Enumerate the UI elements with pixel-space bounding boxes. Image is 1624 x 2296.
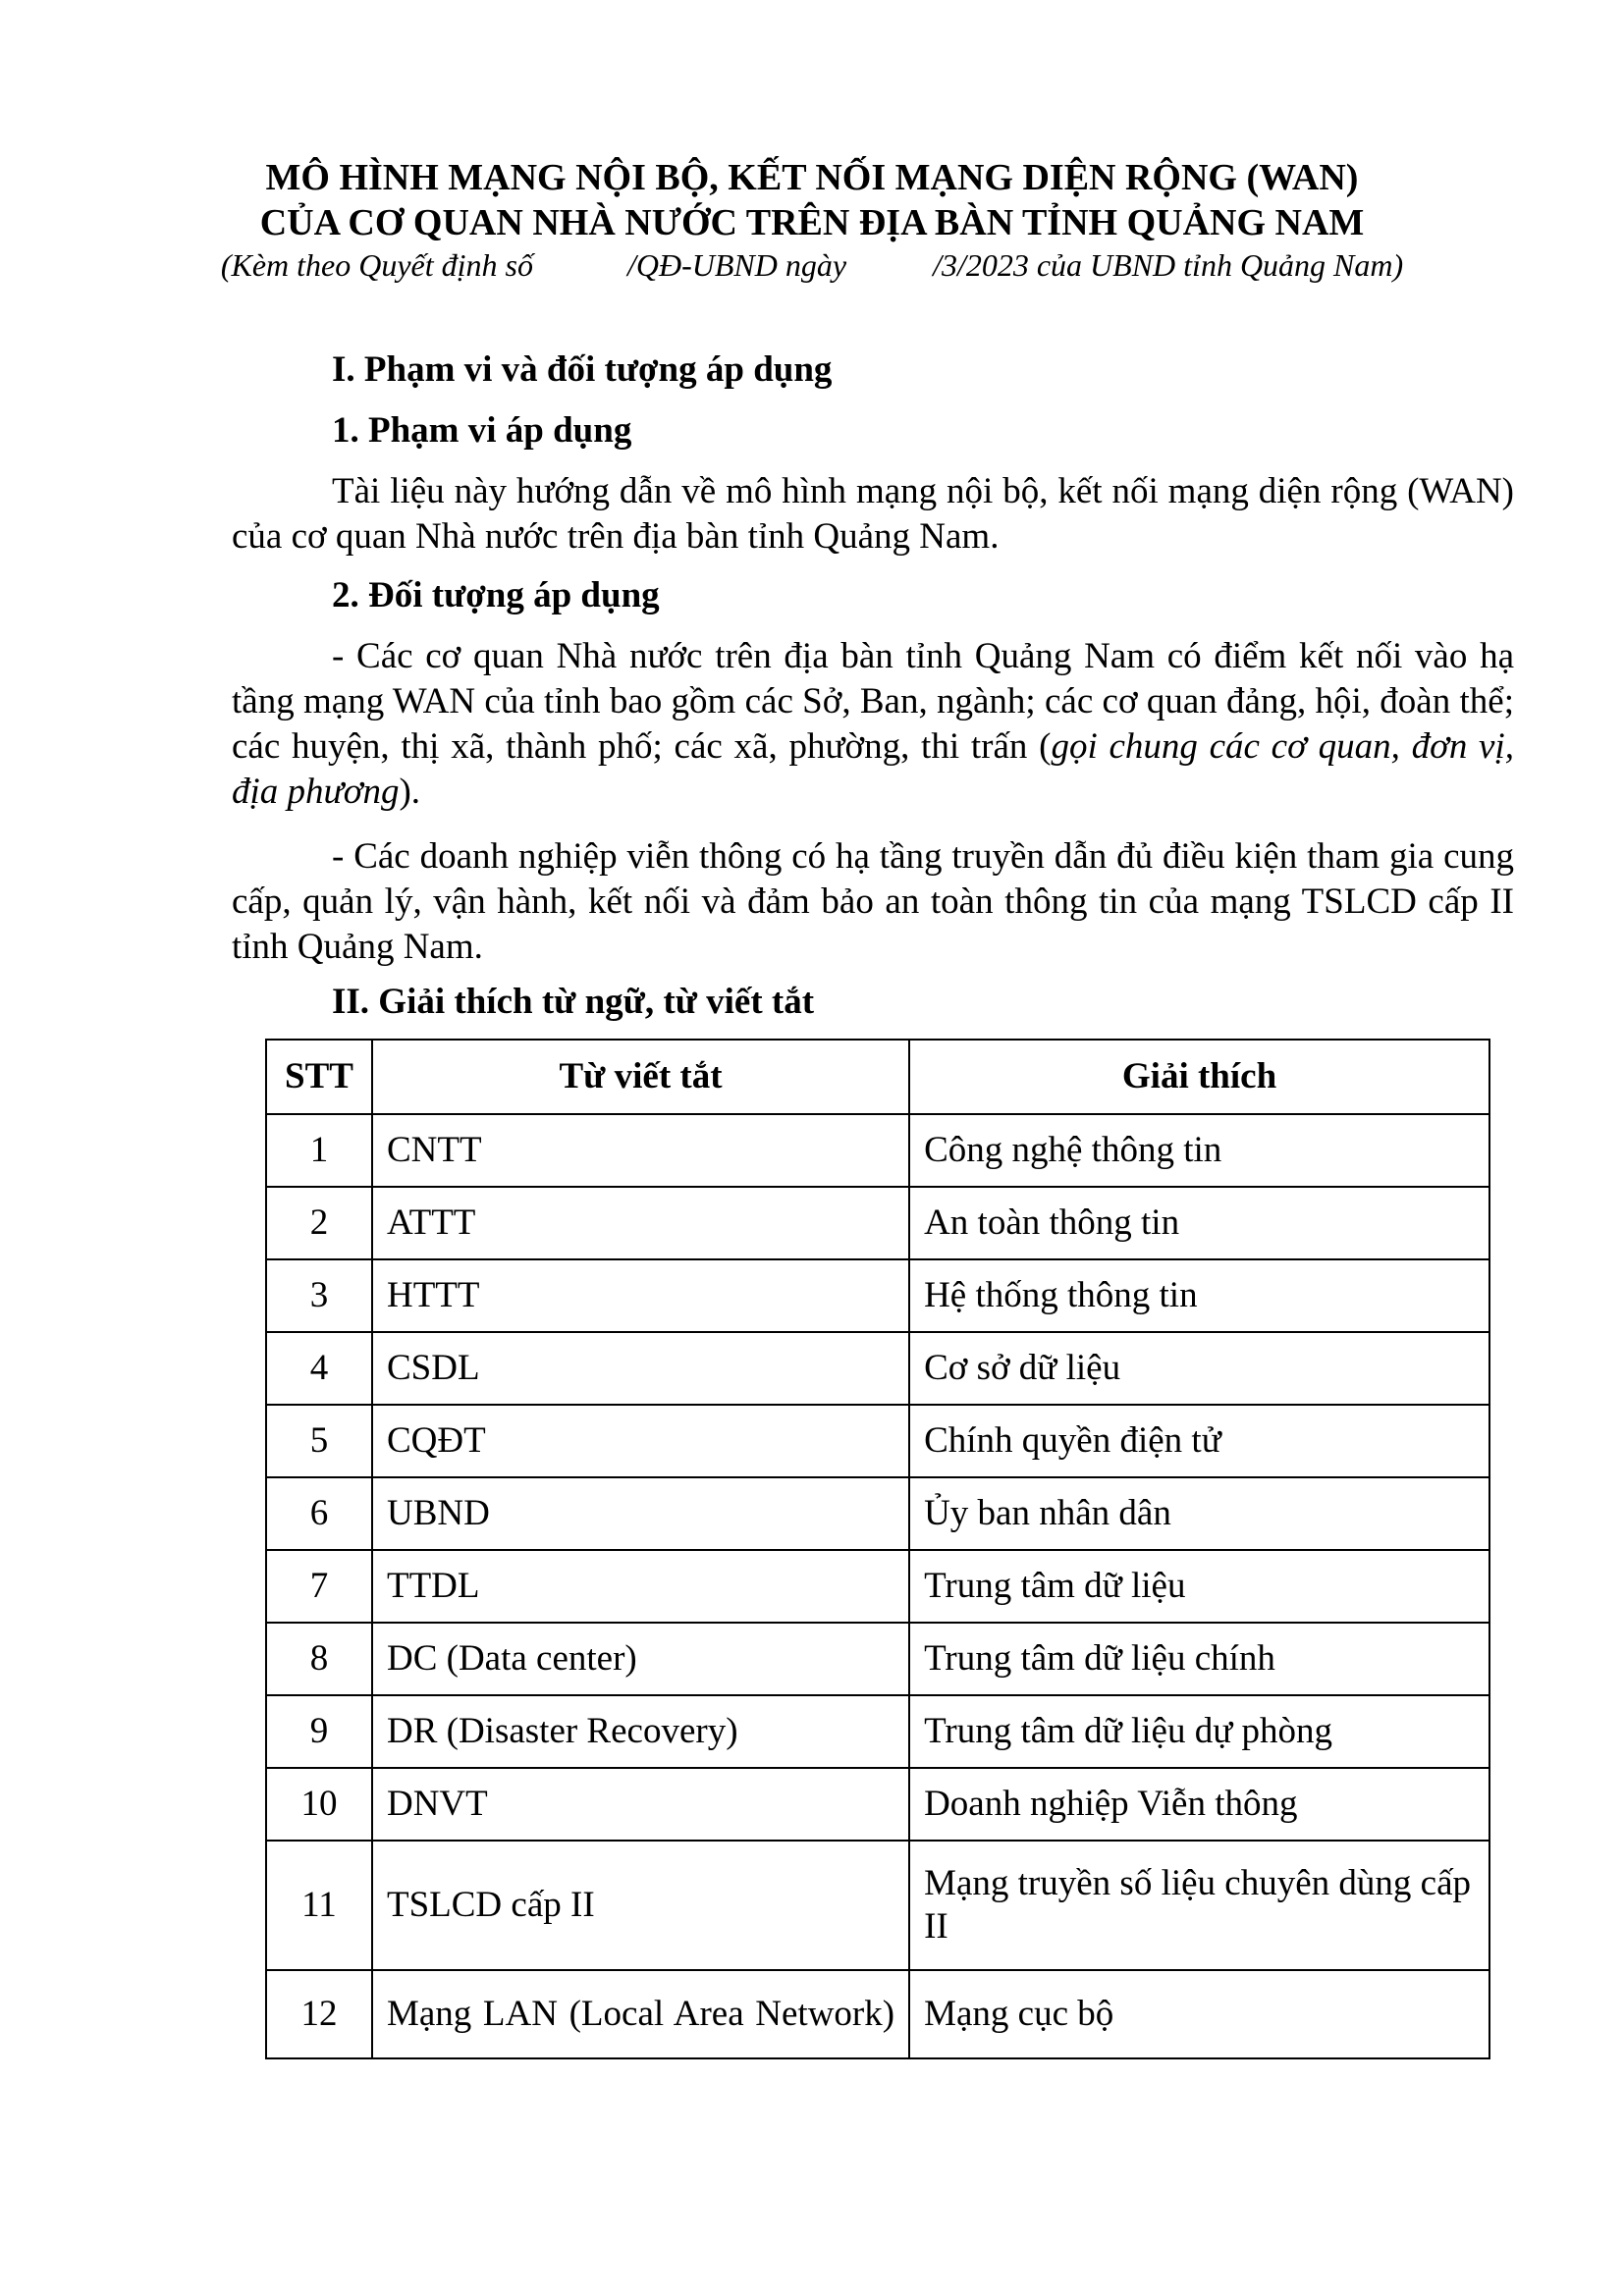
row-explanation: Chính quyền điện tử	[909, 1405, 1489, 1477]
row-abbreviation: DR (Disaster Recovery)	[372, 1695, 909, 1768]
table-header-row	[266, 1040, 1489, 1114]
row-abbreviation: Mạng LAN (Local Area Network)	[372, 1970, 909, 2058]
row-stt: 10	[266, 1768, 372, 1841]
row-stt: 9	[266, 1695, 372, 1768]
row-explanation: Công nghệ thông tin	[909, 1114, 1489, 1187]
row-explanation: Trung tâm dữ liệu dự phòng	[909, 1695, 1489, 1768]
row-stt: 11	[266, 1841, 372, 1970]
section1-heading: I. Phạm vi và đối tượng áp dụng	[332, 349, 833, 390]
row-stt: 4	[266, 1332, 372, 1405]
row-stt: 8	[266, 1623, 372, 1695]
table-row	[266, 1332, 1489, 1405]
section1-sub2-paragraph2: - Các doanh nghiệp viễn thông có hạ tầng truyền dẫn đủ điều kiện tham gia cung cấp, quản lý, vận hành, kết nối và đảm bảo an toàn thông tin của mạng TSLCD cấp II tỉnh Quảng Nam.	[232, 836, 1514, 967]
row-abbreviation: CNTT	[372, 1114, 909, 1187]
row-explanation: Doanh nghiệp Viễn thông	[909, 1768, 1489, 1841]
row-stt: 2	[266, 1187, 372, 1259]
table-row	[266, 1477, 1489, 1550]
row-abbreviation: HTTT	[372, 1259, 909, 1332]
section1-sub2-paragraph1	[232, 634, 1514, 815]
table-row	[266, 1114, 1489, 1187]
row-explanation: Mạng truyền số liệu chuyên dùng cấp II	[909, 1841, 1489, 1970]
table-row	[266, 1841, 1489, 1970]
row-abbreviation: UBND	[372, 1477, 909, 1550]
row-explanation: Cơ sở dữ liệu	[909, 1332, 1489, 1405]
table-row	[266, 1623, 1489, 1695]
paragraph1-text-before: - Các cơ quan Nhà nước trên địa bàn tỉnh Quảng Nam có điểm kết nối vào hạ tầng mạng WAN của tỉnh bao gồm các Sở, Ban, ngành; các cơ quan đảng, hội, đoàn thể; các huyện, thị xã, thành phố; các xã, phường, thi trấn (	[232, 636, 1514, 767]
header-stt: STT	[266, 1040, 372, 1114]
paragraph1-italic-text: gọi chung các cơ quan, đơn vị, địa phương	[232, 726, 1514, 812]
row-stt: 3	[266, 1259, 372, 1332]
document-title-line1: MÔ HÌNH MẠNG NỘI BỘ, KẾT NỐI MẠNG DIỆN RỘNG (WAN)	[265, 157, 1359, 198]
row-stt: 6	[266, 1477, 372, 1550]
row-explanation: Trung tâm dữ liệu	[909, 1550, 1489, 1623]
row-abbreviation: CQĐT	[372, 1405, 909, 1477]
table-row	[266, 1768, 1489, 1841]
abbreviation-table	[265, 1039, 1490, 2059]
row-abbreviation: TSLCD cấp II	[372, 1841, 909, 1970]
table-row	[266, 1259, 1489, 1332]
row-stt: 5	[266, 1405, 372, 1477]
table-row	[266, 1970, 1489, 2058]
header-abbreviation: Từ viết tắt	[372, 1040, 909, 1114]
row-abbreviation: DC (Data center)	[372, 1623, 909, 1695]
table-row	[266, 1550, 1489, 1623]
section2-heading: II. Giải thích từ ngữ, từ viết tắt	[332, 982, 815, 1022]
section1-sub1-text: Tài liệu này hướng dẫn về mô hình mạng nội bộ, kết nối mạng diện rộng (WAN) của cơ quan Nhà nước trên địa bàn tỉnh Quảng Nam.	[232, 471, 1514, 557]
row-abbreviation: TTDL	[372, 1550, 909, 1623]
document-subtitle: (Kèm theo Quyết định số /QĐ-UBND ngày /3/2023 của UBND tỉnh Quảng Nam)	[220, 247, 1404, 283]
row-stt: 1	[266, 1114, 372, 1187]
row-abbreviation: CSDL	[372, 1332, 909, 1405]
row-explanation: Trung tâm dữ liệu chính	[909, 1623, 1489, 1695]
row-explanation: An toàn thông tin	[909, 1187, 1489, 1259]
table-row	[266, 1695, 1489, 1768]
row-abbreviation: ATTT	[372, 1187, 909, 1259]
row-stt: 7	[266, 1550, 372, 1623]
table-row	[266, 1187, 1489, 1259]
row-explanation: Ủy ban nhân dân	[909, 1477, 1489, 1550]
row-explanation: Mạng cục bộ	[909, 1970, 1489, 2058]
section1-sub2-heading: 2. Đối tượng áp dụng	[332, 575, 660, 615]
section1-sub1-heading: 1. Phạm vi áp dụng	[332, 410, 632, 451]
document-title-line2: CỦA CƠ QUAN NHÀ NƯỚC TRÊN ĐỊA BÀN TỈNH QUẢNG NAM	[259, 202, 1365, 243]
header-explanation: Giải thích	[909, 1040, 1489, 1114]
row-stt: 12	[266, 1970, 372, 2058]
row-abbreviation: DNVT	[372, 1768, 909, 1841]
row-explanation: Hệ thống thông tin	[909, 1259, 1489, 1332]
table-row	[266, 1405, 1489, 1477]
paragraph1-text-after: ).	[399, 772, 421, 812]
